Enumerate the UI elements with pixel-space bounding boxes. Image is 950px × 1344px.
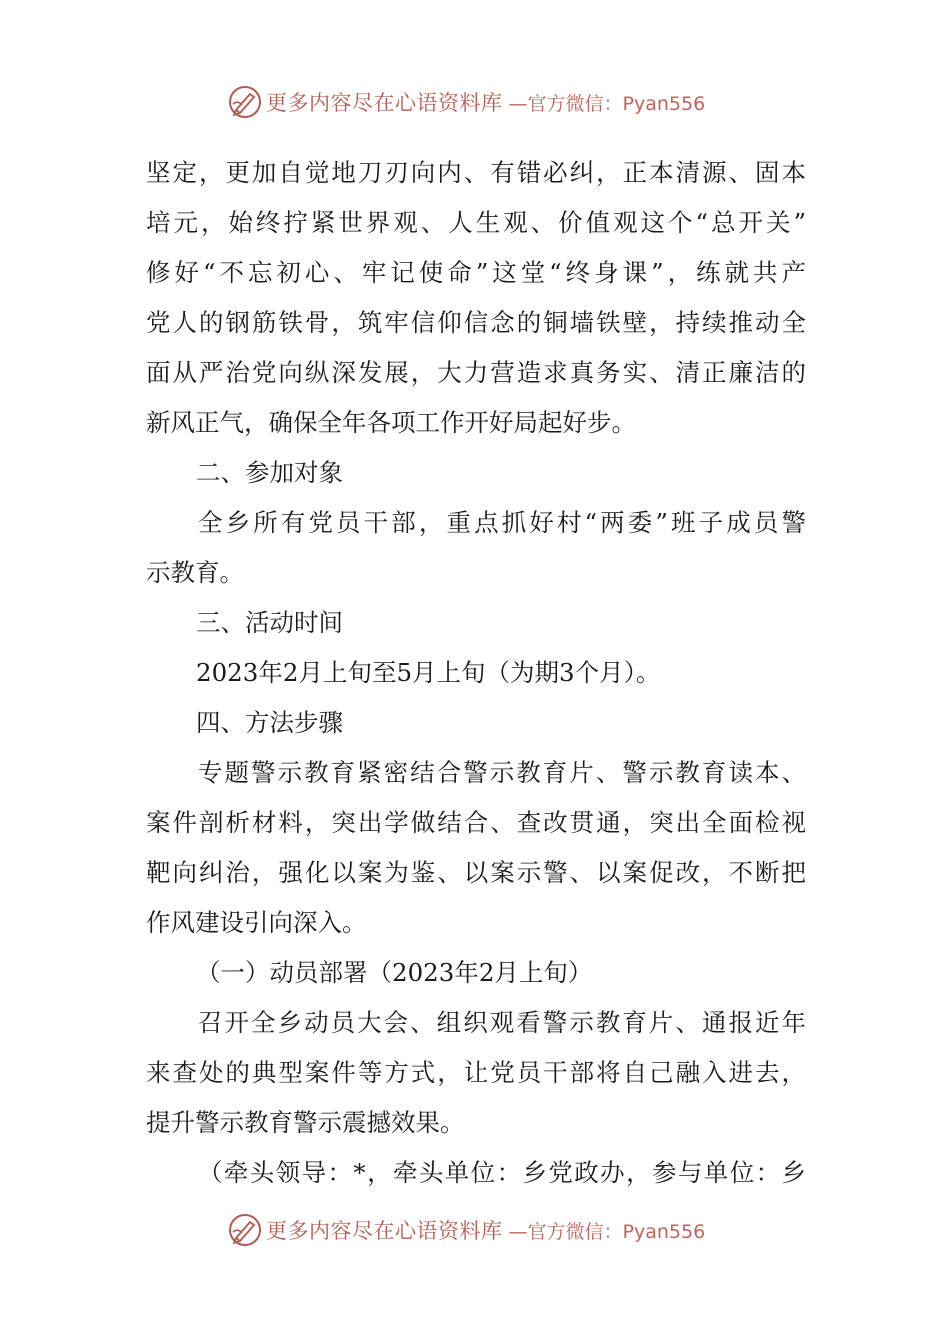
watermark-tail-text: —官方微信：Pyan556 bbox=[508, 1220, 706, 1243]
paragraph-line: 面从严治党向纵深发展，大力营造求真务实、清正廉洁的 bbox=[146, 358, 806, 387]
paragraph-line: 案件剖析材料，突出学做结合、查改贯通，突出全面检视 bbox=[146, 808, 806, 837]
watermark-banner-top bbox=[228, 84, 705, 120]
paragraph-line: 党人的钢筋铁骨，筑牢信仰信念的铜墙铁壁，持续推动全 bbox=[146, 308, 806, 337]
paragraph-line: 全乡所有党员干部，重点抓好村“两委”班子成员警 bbox=[198, 508, 806, 537]
paragraph-line: 培元，始终拧紧世界观、人生观、价值观这个“总开关” bbox=[146, 208, 806, 237]
paragraph-line: 专题警示教育紧密结合警示教育片、警示教育读本、 bbox=[198, 758, 806, 787]
pen-logo-icon bbox=[228, 1213, 262, 1247]
paragraph-line: 召开全乡动员大会、组织观看警示教育片、通报近年 bbox=[198, 1008, 806, 1037]
pen-logo-icon bbox=[228, 85, 262, 119]
subsection-heading: （一）动员部署（2023年2月上旬） bbox=[196, 958, 593, 987]
section-heading: 四、方法步骤 bbox=[196, 708, 343, 737]
paragraph-line: 提升警示教育警示震撼效果。 bbox=[146, 1108, 465, 1137]
watermark-tail-text: —官方微信：Pyan556 bbox=[508, 92, 706, 115]
watermark-banner-bottom bbox=[228, 1212, 705, 1248]
watermark-main-text: 更多内容尽在心语资料库 bbox=[266, 1219, 503, 1243]
section-heading: 三、活动时间 bbox=[196, 608, 343, 637]
document-body bbox=[146, 148, 806, 1198]
paragraph-line: 坚定，更加自觉地刀刃向内、有错必纠，正本清源、固本 bbox=[146, 158, 806, 187]
paragraph-line: 靶向纠治，强化以案为鉴、以案示警、以案促改，不断把 bbox=[146, 858, 806, 887]
paragraph-line: 作风建设引向深入。 bbox=[146, 908, 367, 937]
paragraph-line: 新风正气，确保全年各项工作开好局起好步。 bbox=[146, 408, 636, 437]
paragraph-line: （牵头领导：*，牵头单位：乡党政办，参与单位：乡 bbox=[198, 1158, 806, 1187]
paragraph-line: 示教育。 bbox=[146, 558, 244, 587]
paragraph-line: 来查处的典型案件等方式，让党员干部将自己融入进去， bbox=[146, 1058, 806, 1087]
watermark-main-text: 更多内容尽在心语资料库 bbox=[266, 91, 503, 115]
paragraph-line: 修好“不忘初心、牢记使命”这堂“终身课”，练就共产 bbox=[146, 258, 806, 287]
section-heading: 二、参加对象 bbox=[196, 458, 343, 487]
paragraph-line: 2023年2月上旬至5月上旬（为期3个月）。 bbox=[196, 658, 661, 687]
